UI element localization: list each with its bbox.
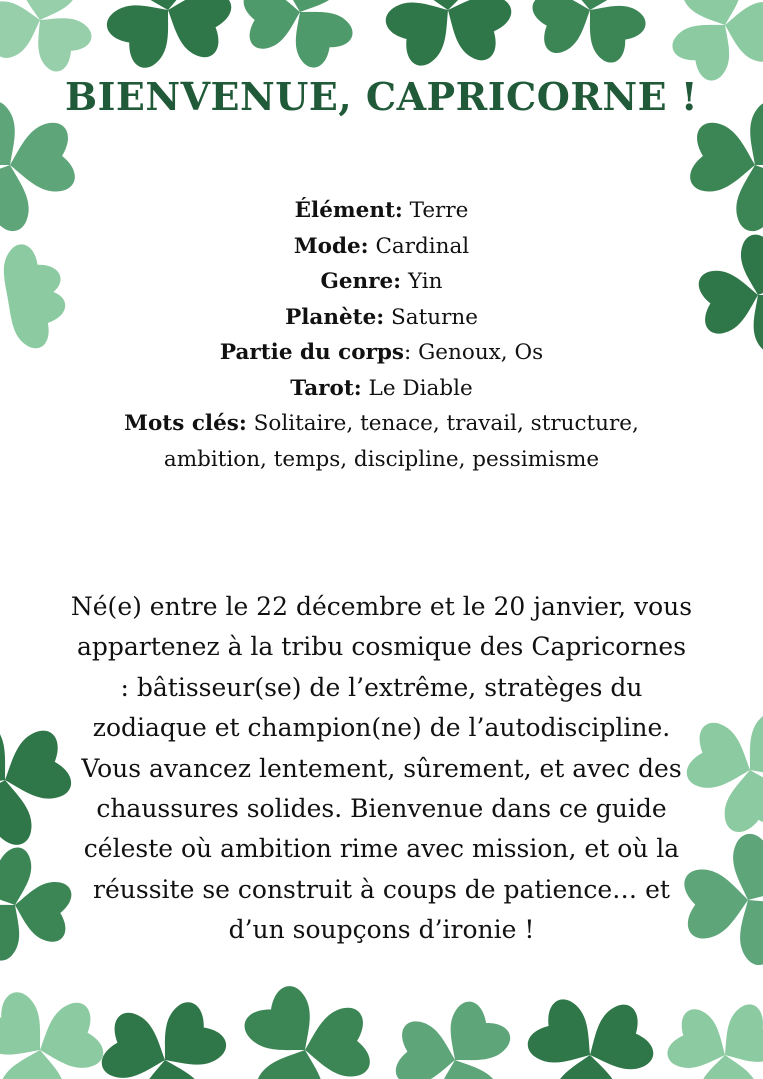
- clover-top-1-icon: [0, 0, 110, 84]
- sign-facts: [100, 193, 663, 477]
- fact-value: Yin: [401, 269, 443, 294]
- fact-label: Partie du corps: [219, 340, 405, 365]
- fact-label: Mots clés:: [124, 411, 247, 436]
- fact-tarot: [100, 371, 663, 407]
- clover-left-4-icon: [0, 835, 79, 975]
- clover-bottom-1-icon: [0, 981, 117, 1079]
- fact-label: Élément:: [294, 198, 403, 223]
- intro-paragraph: Né(e) entre le 22 décembre et le 20 janvier, vous appartenez à la tribu cosmique des Capricornes : bâtisseur(se) de l’extrême, stratèges du zodiaque et champion(ne) de l’autodiscipline. Vous avancez lentement, sûrement, et avec des chaussures solides. Bienvenue dans ce guide céleste où ambition rime avec mission, et où la réussite se construit à coups de patience… et d’un soupçons d’ironie !: [70, 592, 693, 945]
- fact-planet: [100, 300, 663, 336]
- fact-label: Planète:: [285, 304, 385, 330]
- fact-mode: [100, 229, 663, 265]
- clover-bottom-2-icon: [88, 991, 242, 1079]
- fact-label: Tarot:: [290, 375, 362, 401]
- fact-label: Mode:: [293, 233, 369, 259]
- fact-keywords: [100, 406, 663, 477]
- fact-body-part: [100, 335, 663, 371]
- fact-gender: [100, 264, 663, 300]
- page-title: BIENVENUE, CAPRICORNE !: [64, 74, 699, 119]
- clover-top-2-icon: [91, 0, 245, 79]
- clover-bottom-3-icon: [217, 968, 392, 1079]
- clover-top-3-icon: [224, 0, 377, 83]
- fact-value: Le Diable: [361, 375, 473, 401]
- fact-element: [100, 193, 663, 229]
- clover-top-4-icon: [375, 0, 521, 74]
- fact-label: Genre:: [320, 269, 402, 294]
- fact-value: Solitaire, tenace, travail, structure, ambition, temps, discipline, pessimisme: [163, 411, 639, 472]
- clover-bottom-4-icon: [375, 986, 535, 1079]
- clover-bottom-6-icon: [659, 997, 763, 1079]
- fact-value: : Genoux, Os: [404, 340, 544, 365]
- clover-top-5-icon: [520, 0, 660, 73]
- fact-value: Saturne: [384, 304, 478, 330]
- fact-value: Terre: [402, 198, 469, 223]
- clover-right-2-icon: [691, 222, 763, 369]
- fact-value: Cardinal: [368, 233, 470, 259]
- clover-bottom-5-icon: [517, 991, 663, 1079]
- clover-left-2-icon: [0, 239, 70, 353]
